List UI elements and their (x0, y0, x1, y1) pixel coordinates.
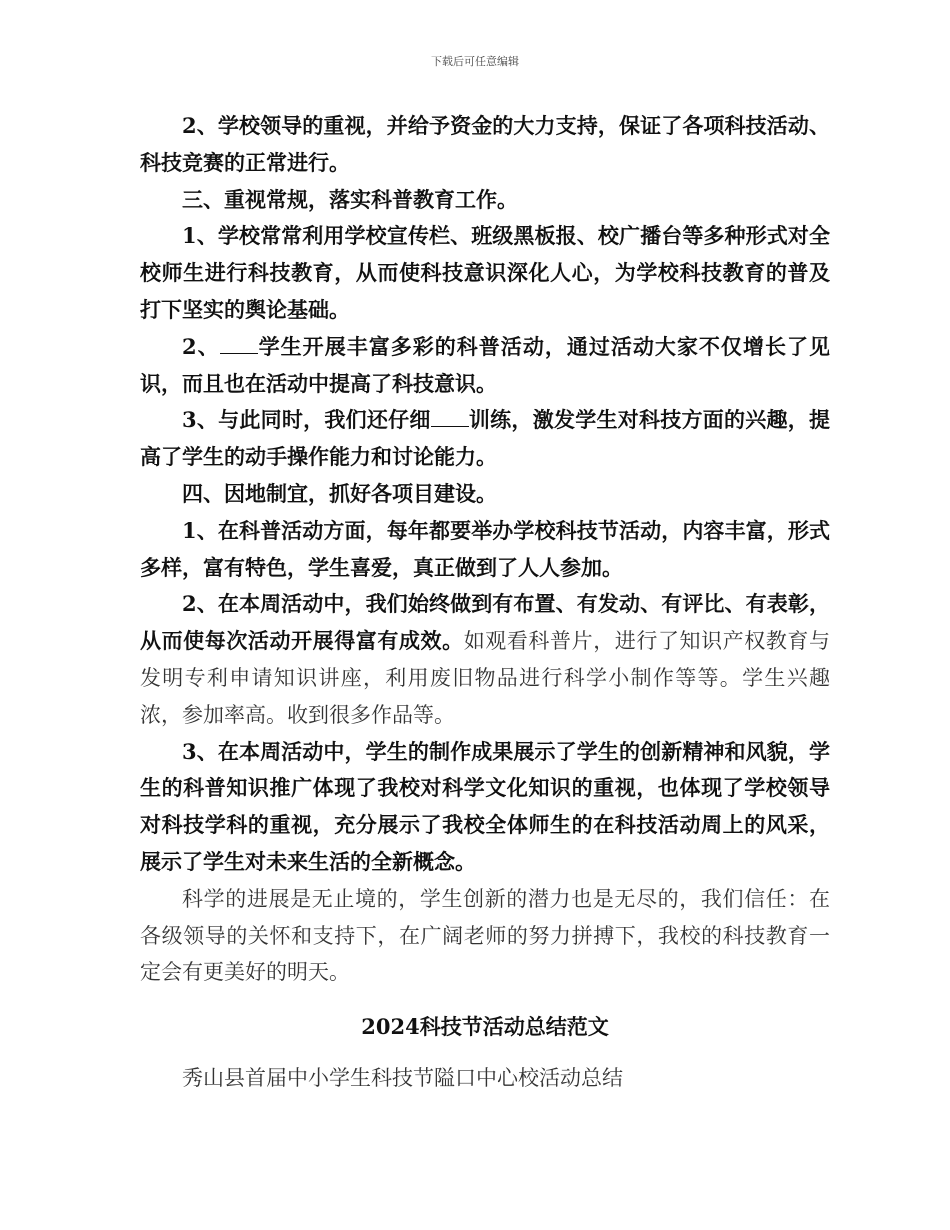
section-heading: 三、重视常规，落实科普教育工作。 (182, 186, 518, 212)
paragraph (140, 329, 830, 403)
subtitle: 秀山县首届中小学生科技节隘口中心校活动总结 (182, 1065, 623, 1090)
paragraph: 科学的进展是无止境的，学生创新的潜力也是无尽的，我们信任：在各级领导的关怀和支持下，在广阔老师的努力拼搏下，我校的科技教育一定会有更美好的明天。 (140, 886, 830, 985)
section-title: 2024科技节活动总结范文 (361, 1014, 609, 1040)
paragraph-prefix: 2、 (182, 333, 220, 359)
document-body (140, 108, 830, 1097)
paragraph-regular-part: 如观看科普片，进行了知识产权教育与发明专利申请知识讲座，利用废旧物品进行科学小制作等等。学生兴趣浓，参加率高。收到很多作品等。 (140, 629, 831, 727)
section-heading: 四、因地制宜，抓好各项目建设。 (182, 480, 497, 506)
paragraph: 3、在本周活动中，学生的制作成果展示了学生的创新精神和风貌，学生的科普知识推广体现了我校对科学文化知识的重视，也体现了学校领导对科技学科的重视，充分展示了我校全体师生的在科技活动周上的风采，展示了学生对未来生活的全新概念。 (140, 738, 830, 874)
paragraph-rest: 学生开展丰富多彩的科普活动，通过活动大家不仅增长了见识，而且也在活动中提高了科技意识。 (140, 333, 830, 396)
paragraph: 1、学校常常利用学校宣传栏、班级黑板报、校广播台等多种形式对全校师生进行科技教育，从而使科技意识深化人心，为学校科技教育的普及打下坚实的舆论基础。 (140, 223, 830, 322)
blank-underline (220, 335, 258, 354)
paragraph: 2、学校领导的重视，并给予资金的大力支持，保证了各项科技活动、科技竞赛的正常进行。 (140, 113, 830, 175)
paragraph: 1、在科普活动方面，每年都要举办学校科技节活动，内容丰富，形式多样，富有特色，学生喜爱，真正做到了人人参加。 (140, 517, 830, 580)
paragraph-rest: 训练，激发学生对科技方面的兴趣，提高了学生的动手操作能力和讨论能力。 (140, 407, 830, 470)
blank-underline (431, 408, 469, 427)
paragraph-prefix: 3、与此同时，我们还仔细 (182, 407, 431, 433)
paragraph (140, 402, 830, 476)
paragraph (140, 586, 830, 733)
paragraph-bold-part: 2、在本周活动中，我们始终做到有布置、有发动、有评比、有表彰，从而使每次活动开展得富有成效。 (140, 591, 830, 654)
page-header-note: 下载后可任意编辑 (431, 55, 519, 68)
